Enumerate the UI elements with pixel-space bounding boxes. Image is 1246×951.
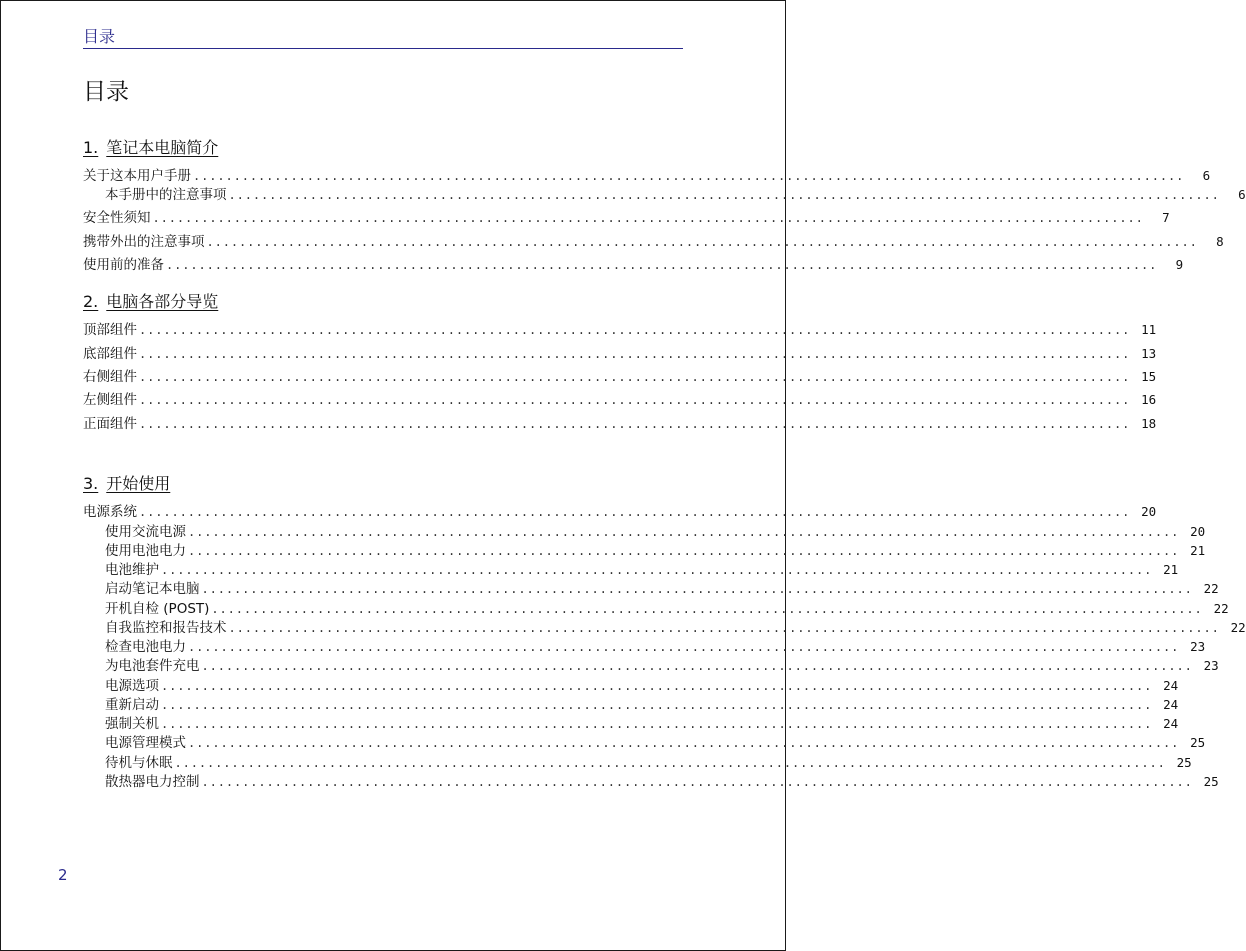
toc-entry-label: 底部组件: [83, 346, 137, 362]
section-number: 3.: [83, 474, 99, 493]
toc-page-number: 25: [1203, 774, 1219, 789]
toc-page-number: 15: [1141, 369, 1157, 384]
toc-entry[interactable]: [105, 715, 1179, 733]
dot-leader: ..........................................................................................................................: [206, 235, 1198, 249]
toc-entry-label: 携带外出的注意事项: [83, 234, 205, 250]
toc-page-number: 23: [1203, 658, 1219, 673]
toc-entry[interactable]: [105, 638, 1206, 656]
section-title: 笔记本电脑简介: [106, 138, 219, 157]
toc-entry[interactable]: [83, 321, 1157, 339]
dot-leader: ..........................................................................................................................: [193, 169, 1185, 183]
toc-entry[interactable]: [105, 657, 1219, 675]
toc-entry[interactable]: [83, 415, 1157, 433]
toc-entry[interactable]: [83, 233, 1224, 251]
toc-page-number: 6: [1238, 187, 1246, 202]
dot-leader: ..........................................................................................................................: [139, 323, 1131, 337]
dot-leader: ..........................................................................................................................: [201, 582, 1193, 596]
toc-page-number: 22: [1203, 581, 1219, 596]
toc-entry-label: 安全性须知: [83, 210, 151, 226]
toc-entry-label: 散热器电力控制: [105, 774, 200, 790]
toc-entry[interactable]: [105, 542, 1206, 560]
dot-leader: ..........................................................................................................................: [139, 505, 1131, 519]
dot-leader: ..........................................................................................................................: [201, 775, 1193, 789]
toc-entry[interactable]: [83, 256, 1184, 274]
dot-leader: ..........................................................................................................................: [174, 756, 1166, 770]
toc-entry[interactable]: [105, 773, 1219, 791]
toc-entry[interactable]: [83, 503, 1157, 521]
toc-entry-label: 关于这本用户手册: [83, 168, 191, 184]
toc-entry[interactable]: [105, 561, 1179, 579]
toc-entry[interactable]: [105, 734, 1206, 752]
dot-leader: ..........................................................................................................................: [188, 640, 1180, 654]
toc-entry[interactable]: [83, 368, 1157, 386]
running-header: 目录: [83, 27, 116, 46]
toc-entry-label: 开机自检 (POST): [105, 601, 210, 617]
toc-entry[interactable]: [83, 209, 1170, 227]
page-title: 目录: [83, 79, 129, 105]
toc-page-number: 24: [1163, 697, 1179, 712]
toc-entry[interactable]: [105, 580, 1219, 598]
toc-entry[interactable]: [83, 167, 1211, 185]
section-title: 开始使用: [106, 474, 171, 493]
page-number: 2: [58, 866, 68, 884]
toc-page-number: 20: [1190, 524, 1206, 539]
toc-page-number: 16: [1141, 392, 1157, 407]
toc-page-number: 25: [1176, 755, 1192, 770]
toc-entry[interactable]: [105, 754, 1192, 772]
dot-leader: ..........................................................................................................................: [166, 258, 1158, 272]
toc-entry[interactable]: [83, 345, 1157, 363]
dot-leader: ..........................................................................................................................: [139, 347, 1131, 361]
toc-entry-label: 待机与休眠: [105, 755, 173, 771]
dot-leader: ..........................................................................................................................: [161, 698, 1153, 712]
toc-page-number: 9: [1175, 257, 1184, 272]
toc-page-number: 18: [1141, 416, 1157, 431]
toc-entry[interactable]: [105, 696, 1179, 714]
toc-page-number: 8: [1216, 234, 1224, 249]
toc-page-number: 21: [1163, 562, 1179, 577]
toc-entry-label: 检查电池电力: [105, 639, 186, 655]
toc-entry-label: 启动笔记本电脑: [105, 581, 200, 597]
header-rule: [83, 48, 683, 49]
toc-entry[interactable]: [83, 391, 1157, 409]
toc-entry-label: 为电池套件充电: [105, 658, 200, 674]
toc-entry-label: 自我监控和报告技术: [105, 620, 227, 636]
toc-page-number: 24: [1163, 678, 1179, 693]
toc-page-number: 20: [1141, 504, 1157, 519]
dot-leader: ..........................................................................................................................: [211, 602, 1203, 616]
toc-page-number: 7: [1162, 210, 1170, 225]
toc-page-number: 24: [1163, 716, 1179, 731]
dot-leader: ..........................................................................................................................: [228, 621, 1220, 635]
section-number: 1.: [83, 138, 99, 157]
toc-page-number: 25: [1190, 735, 1206, 750]
toc-entry-label: 正面组件: [83, 416, 137, 432]
dot-leader: ..........................................................................................................................: [201, 659, 1193, 673]
toc-page-number: 23: [1190, 639, 1206, 654]
dot-leader: ..........................................................................................................................: [161, 563, 1153, 577]
toc-entry[interactable]: [105, 523, 1206, 541]
toc-page-number: 6: [1202, 168, 1211, 183]
dot-leader: ..........................................................................................................................: [161, 679, 1153, 693]
dot-leader: ..........................................................................................................................: [188, 544, 1180, 558]
section-heading-1[interactable]: [83, 138, 218, 158]
toc-entry-label: 强制关机: [105, 716, 159, 732]
toc-entry-label: 左侧组件: [83, 392, 137, 408]
toc-page-number: 11: [1141, 322, 1157, 337]
toc-entry-label: 电池维护: [105, 562, 159, 578]
toc-entry-label: 电源系统: [83, 504, 137, 520]
toc-entry-label: 顶部组件: [83, 322, 137, 338]
toc-entry-label: 使用电池电力: [105, 543, 186, 559]
dot-leader: ..........................................................................................................................: [188, 736, 1180, 750]
section-heading-3[interactable]: [83, 474, 170, 494]
dot-leader: ..........................................................................................................................: [139, 417, 1131, 431]
section-number: 2.: [83, 292, 99, 311]
toc-page-number: 22: [1230, 620, 1246, 635]
dot-leader: ..........................................................................................................................: [152, 211, 1144, 225]
toc-entry-label: 使用前的准备: [83, 257, 164, 273]
toc-entry-label: 使用交流电源: [105, 524, 186, 540]
section-title: 电脑各部分导览: [106, 292, 219, 311]
toc-entry-label: 电源管理模式: [105, 735, 186, 751]
dot-leader: ..........................................................................................................................: [228, 188, 1220, 202]
toc-page-number: 13: [1141, 346, 1157, 361]
toc-entry-label: 电源选项: [105, 678, 159, 694]
toc-entry-label: 重新启动: [105, 697, 159, 713]
toc-entry[interactable]: [105, 186, 1246, 204]
dot-leader: ..........................................................................................................................: [139, 393, 1131, 407]
toc-entry-label: 右侧组件: [83, 369, 137, 385]
toc-page-number: 21: [1190, 543, 1206, 558]
dot-leader: ..........................................................................................................................: [161, 717, 1153, 731]
toc-entry[interactable]: [105, 677, 1179, 695]
toc-entry[interactable]: [105, 619, 1246, 637]
toc-entry[interactable]: [105, 600, 1229, 618]
dot-leader: ..........................................................................................................................: [188, 525, 1180, 539]
toc-page-number: 22: [1213, 601, 1229, 616]
toc-entry-label: 本手册中的注意事项: [105, 187, 227, 203]
dot-leader: ..........................................................................................................................: [139, 370, 1131, 384]
section-heading-2[interactable]: [83, 292, 218, 312]
